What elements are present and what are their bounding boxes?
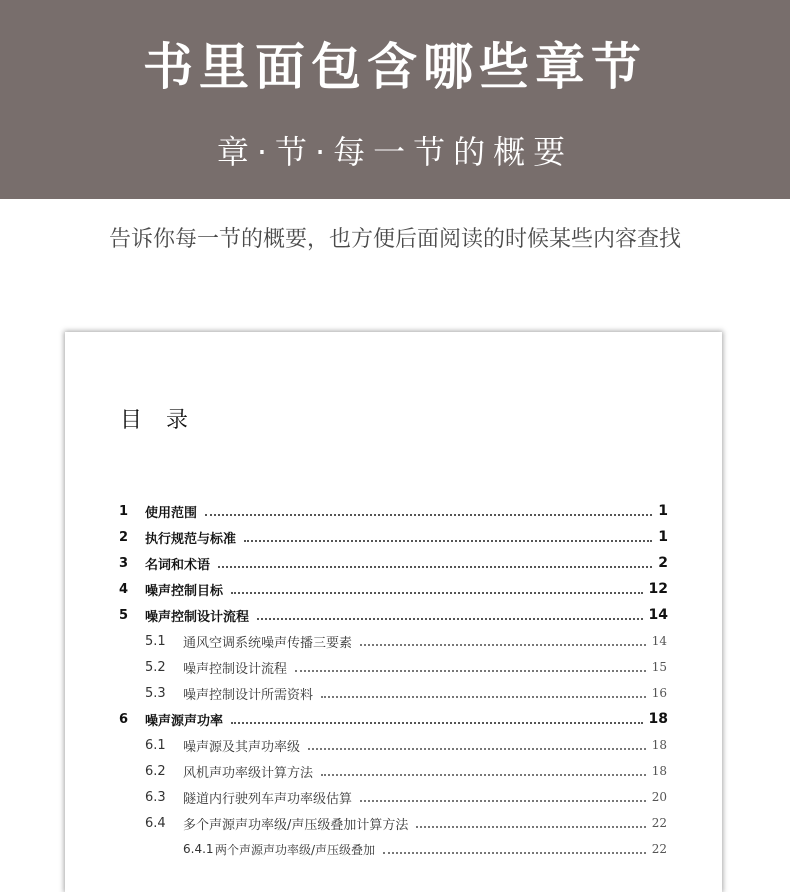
toc-entry-number: 2 (119, 529, 129, 545)
toc-entry-number: 5.2 (145, 659, 166, 675)
toc-dot-leader (360, 798, 646, 802)
toc-entry-title: 噪声控制设计流程 (183, 661, 288, 677)
toc-dot-leader (244, 538, 652, 542)
toc-entry-number: 5.3 (145, 685, 166, 701)
toc-entry[interactable] (119, 602, 668, 628)
toc-dot-leader (205, 512, 652, 516)
toc-entry-page: 12 (648, 581, 668, 597)
banner-subtitle: 章·节·每一节的概要 (216, 133, 574, 171)
toc-entry[interactable] (145, 628, 667, 654)
toc-dot-leader (257, 616, 643, 620)
toc-dot-leader (308, 746, 646, 750)
toc-entry-title: 噪声源及其声功率级 (183, 739, 301, 755)
toc-entry[interactable] (145, 654, 667, 680)
toc-heading (120, 406, 190, 436)
toc-entry-page: 18 (651, 738, 667, 752)
header-banner (0, 0, 790, 199)
toc-entry-page: 22 (651, 842, 667, 856)
toc-entry-page: 1 (658, 503, 668, 519)
toc-entry-title: 噪声源声功率 (145, 713, 224, 729)
toc-entry[interactable] (145, 680, 667, 706)
toc-entry-number: 6.4.1 (183, 842, 214, 856)
toc-dot-leader (360, 642, 646, 646)
toc-entry-page: 16 (651, 686, 667, 700)
toc-entry-number: 3 (119, 555, 129, 571)
toc-entry-title: 风机声功率级计算方法 (183, 765, 314, 781)
toc-entry-number: 1 (119, 503, 129, 519)
toc-entry-page: 1 (658, 529, 668, 545)
toc-entry-page: 14 (651, 634, 667, 648)
toc-entry[interactable] (145, 810, 667, 836)
toc-entry-number: 6.1 (145, 737, 166, 753)
toc-entry-page: 18 (651, 764, 667, 778)
toc-entry[interactable] (119, 498, 668, 524)
toc-heading-left: 目 (120, 408, 145, 433)
toc-entry[interactable] (183, 836, 667, 862)
toc-entry-page: 14 (648, 607, 668, 623)
toc-dot-leader (218, 564, 652, 568)
toc-dot-leader (321, 772, 646, 776)
toc-entry[interactable] (145, 758, 667, 784)
toc-dot-leader (295, 668, 646, 672)
toc-entry-page: 20 (651, 790, 667, 804)
toc-entry-number: 6.2 (145, 763, 166, 779)
toc-entry-page: 15 (651, 660, 667, 674)
toc-entry-title: 执行规范与标准 (145, 531, 237, 547)
toc-entry-title: 隧道内行驶列车声功率级估算 (183, 791, 353, 807)
toc-entry-title: 噪声控制目标 (145, 583, 224, 599)
toc-entry-title: 通风空调系统噪声传播三要素 (183, 635, 353, 651)
toc-entry[interactable] (119, 550, 668, 576)
toc-dot-leader (321, 694, 646, 698)
toc-entry-number: 5.1 (145, 633, 166, 649)
toc-entry-page: 22 (651, 816, 667, 830)
toc-entry[interactable] (119, 524, 668, 550)
toc-entry-page: 2 (658, 555, 668, 571)
toc-page (65, 332, 722, 892)
toc-entry[interactable] (119, 706, 668, 732)
toc-entry-title: 使用范围 (145, 505, 198, 521)
toc-entry-number: 6 (119, 711, 129, 727)
toc-entry-number: 6.4 (145, 815, 166, 831)
toc-entry[interactable] (145, 784, 667, 810)
toc-dot-leader (231, 590, 643, 594)
toc-heading-right: 录 (166, 408, 191, 433)
toc-entry-page: 18 (648, 711, 668, 727)
toc-entry-number: 5 (119, 607, 129, 623)
toc-dot-leader (383, 850, 646, 854)
toc-dot-leader (416, 824, 645, 828)
toc-entry[interactable] (119, 576, 668, 602)
intro-text: 告诉你每一节的概要，也方便后面阅读的时候某些内容查找 (108, 227, 681, 252)
toc-entry-number: 6.3 (145, 789, 166, 805)
toc-dot-leader (231, 720, 643, 724)
toc-entry-title: 两个声源声功率级/声压级叠加 (215, 842, 376, 857)
toc-entry[interactable] (145, 732, 667, 758)
banner-title: 书里面包含哪些章节 (143, 37, 647, 96)
toc-entry-title: 名词和术语 (145, 557, 211, 573)
toc-entry-title: 多个声源声功率级/声压级叠加计算方法 (183, 817, 409, 833)
toc-entry-number: 4 (119, 581, 129, 597)
toc-entry-title: 噪声控制设计流程 (145, 609, 250, 625)
toc-entry-title: 噪声控制设计所需资料 (183, 687, 314, 703)
